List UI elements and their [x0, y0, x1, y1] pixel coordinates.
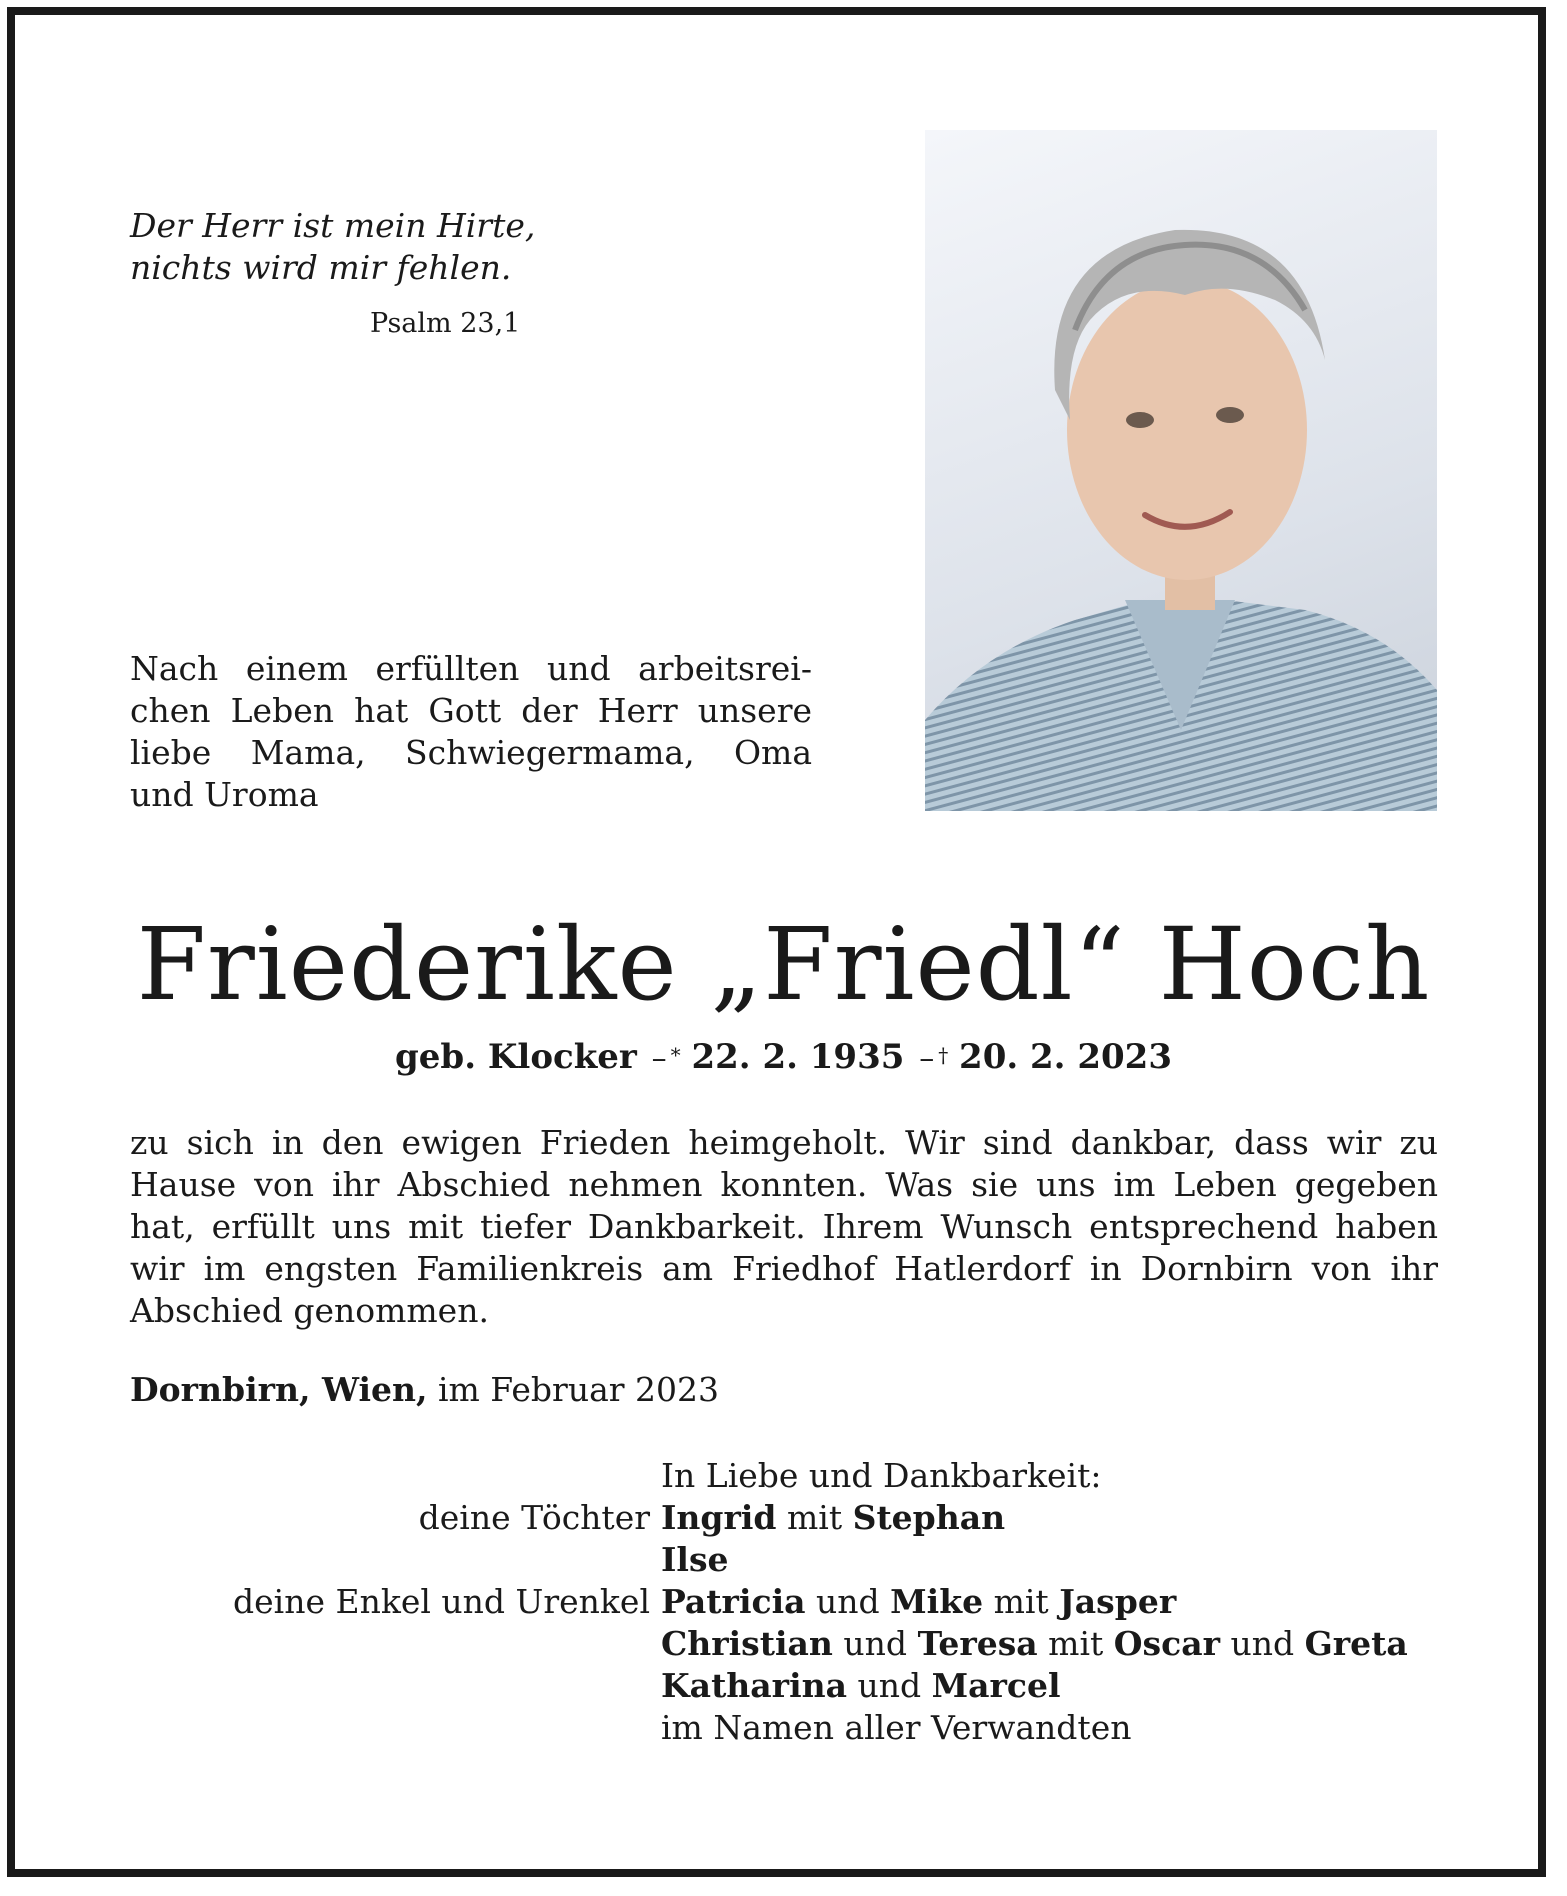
place-and-date: [130, 1370, 719, 1409]
connector-and: und: [1230, 1624, 1295, 1663]
psalm-reference: Psalm 23,1: [370, 308, 521, 339]
body-line-2: Hause von ihr Abschied nehmen konnten. Was sie uns im Leben gegeben: [130, 1165, 1438, 1204]
portrait-illustration: [925, 130, 1437, 811]
body-line-4: wir im engsten Familienkreis am Friedhof Hatlerdorf in Dornbirn von ihr: [130, 1249, 1438, 1288]
place-date: im Februar 2023: [437, 1370, 720, 1409]
partner-name: Teresa: [917, 1624, 1038, 1663]
place-cities: Dornbirn, Wien,: [130, 1370, 428, 1409]
connector-and: und: [843, 1624, 908, 1663]
connector-and: und: [816, 1582, 880, 1621]
signatures: [0, 1455, 1567, 1749]
psalm-verse: [130, 205, 535, 289]
daughter-name: Ilse: [661, 1540, 729, 1579]
body-paragraph: [130, 1122, 1438, 1332]
great-grandchild-name: Greta: [1304, 1624, 1408, 1663]
grandchildren-line-3: [661, 1665, 1061, 1707]
partner-name: Mike: [890, 1582, 984, 1621]
verse-line-2: nichts wird mir fehlen.: [130, 248, 512, 287]
separator-2: –: [919, 1041, 935, 1076]
grandchildren-label: deine Enkel und Urenkel: [233, 1582, 650, 1621]
portrait-photo: [925, 130, 1437, 811]
signature-closing: im Namen aller Verwandten: [661, 1708, 1132, 1747]
body-line-5: Abschied genommen.: [130, 1291, 489, 1330]
connector-with: mit: [1048, 1624, 1104, 1663]
birth-date: 22. 2. 1935: [691, 1037, 905, 1077]
intro-line-4: und Uroma: [130, 775, 319, 814]
grandchildren-line-1: [661, 1581, 1176, 1623]
death-symbol: †: [938, 1043, 949, 1067]
deceased-name: Friederike „Friedl“ Hoch: [136, 906, 1431, 1023]
body-line-1: zu sich in den ewigen Frieden heimgeholt. Wir sind dankbar, dass wir zu: [130, 1123, 1438, 1162]
grandchildren-line-2: [661, 1623, 1408, 1665]
signature-heading: In Liebe und Dankbarkeit:: [661, 1456, 1102, 1495]
daughters-label: deine Töchter: [418, 1498, 650, 1537]
intro-line-3: liebe Mama, Schwiegermama, Oma: [130, 733, 812, 772]
partner-name: Stephan: [852, 1498, 1006, 1537]
birth-symbol: *: [670, 1043, 681, 1067]
daughter-name: Ingrid: [661, 1498, 777, 1537]
grandchild-name: Christian: [661, 1624, 833, 1663]
great-grandchild-name: Jasper: [1059, 1582, 1177, 1621]
partner-name: Marcel: [931, 1666, 1061, 1705]
separator-1: –: [651, 1041, 667, 1076]
life-dates: [0, 1035, 1567, 1081]
grandchild-name: Katharina: [661, 1666, 847, 1705]
intro-paragraph: [130, 648, 812, 816]
birth-name: geb. Klocker: [395, 1037, 637, 1077]
connector-with: mit: [787, 1498, 843, 1537]
connector-with: mit: [993, 1582, 1049, 1621]
daughters-line-1: [661, 1497, 1005, 1539]
connector-and: und: [857, 1666, 922, 1705]
death-date: 20. 2. 2023: [959, 1037, 1172, 1077]
great-grandchild-name: Oscar: [1113, 1624, 1220, 1663]
grandchild-name: Patricia: [661, 1582, 806, 1621]
body-line-3: hat, erfüllt uns mit tiefer Dankbarkeit. Ihrem Wunsch entsprechend haben: [130, 1207, 1438, 1246]
verse-line-1: Der Herr ist mein Hirte,: [130, 206, 536, 245]
intro-line-2: chen Leben hat Gott der Herr unsere: [130, 691, 812, 730]
intro-line-1: Nach einem erfüllten und arbeitsrei-: [130, 649, 812, 688]
